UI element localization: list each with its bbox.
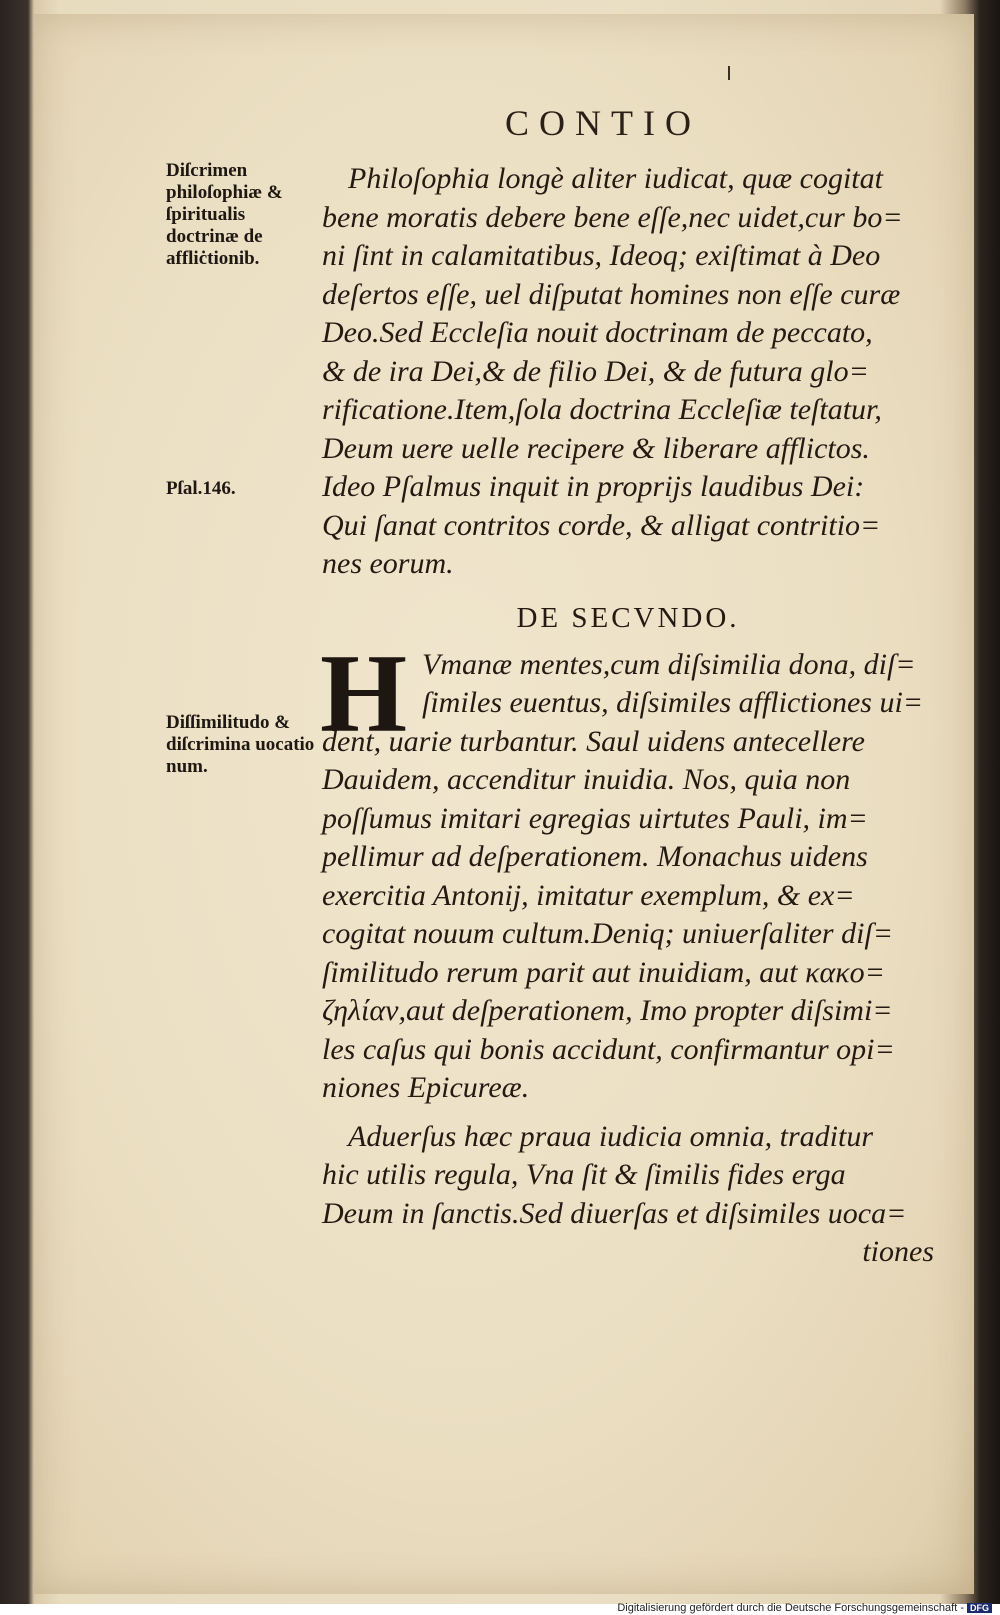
text-line: deſertos eſſe, uel diſputat homines non eſſe curæ: [322, 277, 901, 311]
text-line: Philoſophia longè aliter iudicat, quæ cogitat: [348, 162, 883, 195]
text-line: ni ſint in calamitatibus, Ideoq; exiſtimat à Deo: [322, 239, 881, 272]
paragraph-3: [322, 1118, 934, 1272]
credit-text: Digitalisierung gefördert durch die Deutsche Forschungsgemeinschaft -: [617, 1602, 964, 1614]
text-line: bene moratis debere bene eſſe,nec uidet,cur bo=: [322, 200, 903, 234]
text-line: Vmanæ mentes,cum diſsimilia dona, diſ=: [422, 647, 916, 681]
text-line: Ideo Pſalmus inquit in proprijs laudibus Dei:: [322, 470, 865, 503]
catchword: tiones: [862, 1235, 934, 1268]
text-line: ſimilitudo rerum parit aut inuidiam, aut κακο=: [322, 955, 885, 989]
text-line: poſſumus imitari egregias uirtutes Pauli, im=: [322, 801, 868, 835]
paragraph-2: [320, 631, 934, 1108]
margin-note-dissimilitudo: Diſſimilitudo & diſcrimina uocatio num.: [166, 712, 315, 777]
text-line: exercitia Antonij, imitatur exemplum, & ex=: [322, 878, 855, 912]
text-line: cogitat nouum cultum.Deniq; uniuerſaliter diſ=: [322, 917, 894, 950]
text-line: les caſus qui bonis accidunt, confirmantur opi=: [322, 1032, 895, 1066]
margin-note-discrimen: Diſcrimen philoſophiæ & ſpiritualis doctrinæ de affliċtionib.: [166, 160, 283, 269]
section-heading: DE SECVNDO.: [516, 601, 740, 634]
text-line: & de ira Dei,& de filio Dei, & de futura glo=: [322, 354, 869, 388]
margin-note-psalm: Pſal.146.: [166, 478, 236, 499]
paragraph-1-cont: [322, 199, 934, 584]
text-line: pellimur ad deſperationem. Monachus uidens: [322, 840, 868, 873]
dfg-logo: DFG: [967, 1603, 992, 1613]
running-head: CONTIO: [505, 103, 701, 143]
text-line: ſimiles euentus, diſsimiles afflictiones ui=: [422, 686, 924, 719]
main-text: [322, 160, 934, 1272]
text-line: Aduerſus hæc praua iudicia omnia, traditur: [348, 1119, 873, 1153]
text-line: Deo.Sed Eccleſia nouit doctrinam de peccato,: [322, 316, 873, 349]
text-line: ζηλίαν,aut deſperationem, Imo propter diſsimi=: [322, 994, 893, 1027]
text-line: Dauidem, accenditur inuidia. Nos, quia non: [322, 763, 851, 796]
text-line: nes eorum.: [322, 547, 454, 580]
text-line: niones Epicureæ.: [322, 1071, 530, 1104]
text-line: Deum uere uelle recipere & liberare afflictos.: [322, 431, 870, 465]
text-line: hic utilis regula, Vna ſit & ſimilis fides erga: [322, 1158, 846, 1191]
folio-mark: [728, 66, 730, 80]
text-line: rificatione.Item,ſola doctrina Eccleſiæ teſtatur,: [322, 393, 882, 426]
digitization-credit: [617, 1602, 992, 1614]
text-line: Qui ſanat contritos corde, & alligat contritio=: [322, 508, 881, 542]
paragraph-gap: [322, 1108, 934, 1118]
text-line: Deum in ſanctis.Sed diuerſas et diſsimiles uoca=: [322, 1196, 907, 1230]
text-line: dent, uarie turbantur. Saul uidens antecellere: [322, 724, 865, 758]
drop-cap: H: [320, 631, 408, 756]
paragraph-1: [322, 160, 934, 199]
